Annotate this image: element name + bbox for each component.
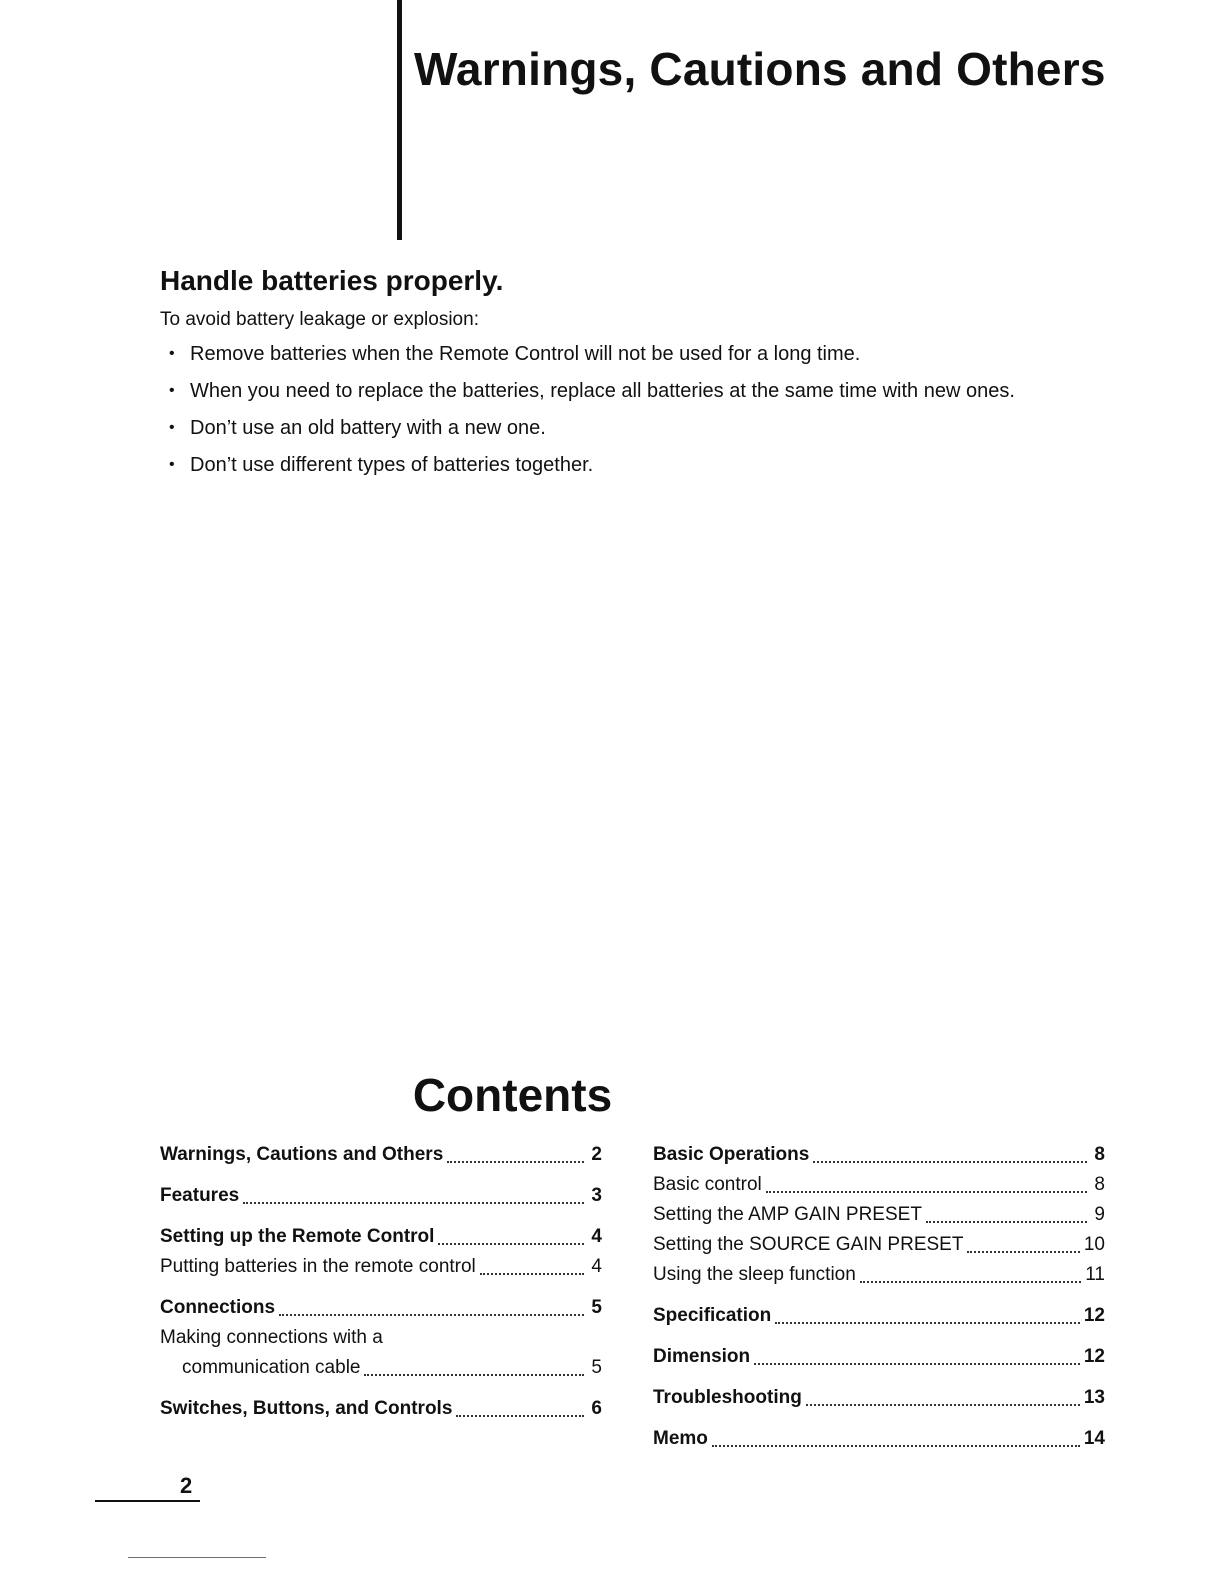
battery-intro: To avoid battery leakage or explosion: bbox=[160, 309, 479, 330]
list-item-text: Remove batteries when the Remote Control will not be used for a long time. bbox=[190, 343, 861, 365]
toc-leader-dots bbox=[967, 1251, 1079, 1253]
toc-page-number: 9 bbox=[1094, 1204, 1105, 1225]
toc-entry-making-connections[interactable]: Making connections with a bbox=[160, 1327, 383, 1348]
toc-page-number: 10 bbox=[1083, 1234, 1105, 1255]
toc-leader-dots bbox=[364, 1374, 584, 1376]
toc-leader-dots bbox=[766, 1191, 1087, 1193]
toc-leader-dots bbox=[813, 1161, 1087, 1163]
toc-leader-dots bbox=[480, 1273, 584, 1275]
toc-leader-dots bbox=[860, 1281, 1081, 1283]
toc-entry-connections[interactable]: Connections 5 bbox=[160, 1293, 602, 1323]
toc-leader-dots bbox=[456, 1415, 584, 1417]
list-item-text: Don’t use an old battery with a new one. bbox=[190, 417, 546, 439]
toc-entry-basic-control[interactable]: Basic control 8 bbox=[653, 1170, 1105, 1200]
toc-leader-dots bbox=[447, 1161, 584, 1163]
contents-title: Contents bbox=[412, 1069, 613, 1121]
toc-leader-dots bbox=[279, 1314, 584, 1316]
toc-entry-dimension[interactable]: Dimension 12 bbox=[653, 1342, 1105, 1372]
toc-leader-dots bbox=[243, 1202, 584, 1204]
list-item-text: Don’t use different types of batteries together. bbox=[190, 454, 594, 476]
toc-entry-memo[interactable]: Memo 14 bbox=[653, 1424, 1105, 1454]
footer-rule bbox=[95, 1500, 200, 1502]
toc-page-number: 12 bbox=[1083, 1305, 1105, 1326]
toc-page-number: 13 bbox=[1083, 1387, 1105, 1408]
bullet-icon: • bbox=[169, 456, 175, 473]
toc-page-number: 4 bbox=[591, 1256, 602, 1277]
bullet-icon: • bbox=[169, 382, 175, 399]
list-item bbox=[160, 411, 1140, 448]
toc-page-number: 2 bbox=[591, 1144, 602, 1165]
toc-entry-putting-batteries[interactable]: Putting batteries in the remote control 4 bbox=[160, 1252, 602, 1282]
toc-entry-features[interactable]: Features 3 bbox=[160, 1181, 602, 1211]
bottom-divider bbox=[128, 1557, 266, 1558]
toc-entry-basic-operations[interactable]: Basic Operations 8 bbox=[653, 1140, 1105, 1170]
list-item bbox=[160, 448, 1140, 485]
toc-leader-dots bbox=[775, 1322, 1080, 1324]
toc-entry-troubleshooting[interactable]: Troubleshooting 13 bbox=[653, 1383, 1105, 1413]
toc-page-number: 5 bbox=[591, 1357, 602, 1378]
toc-page-number: 11 bbox=[1085, 1264, 1105, 1285]
page-title: Warnings, Cautions and Others bbox=[414, 43, 1106, 95]
toc-entry-sleep-function[interactable]: Using the sleep function 11 bbox=[653, 1260, 1105, 1290]
bullet-icon: • bbox=[169, 419, 175, 436]
toc-entry-source-gain-preset[interactable]: Setting the SOURCE GAIN PRESET 10 bbox=[653, 1230, 1105, 1260]
toc-entry-amp-gain-preset[interactable]: Setting the AMP GAIN PRESET 9 bbox=[653, 1200, 1105, 1230]
bullet-icon: • bbox=[169, 345, 175, 362]
page-number: 2 bbox=[180, 1473, 193, 1498]
list-item bbox=[160, 374, 1140, 411]
toc-leader-dots bbox=[926, 1221, 1087, 1223]
toc-entry-specification[interactable]: Specification 12 bbox=[653, 1301, 1105, 1331]
toc-page-number: 6 bbox=[591, 1398, 602, 1419]
toc-leader-dots bbox=[754, 1363, 1080, 1365]
toc-right-column bbox=[653, 1140, 1105, 1454]
toc-entry-warnings[interactable]: Warnings, Cautions and Others 2 bbox=[160, 1140, 602, 1170]
toc-leader-dots bbox=[438, 1243, 584, 1245]
toc-left-column bbox=[160, 1140, 602, 1424]
list-item-text: When you need to replace the batteries, replace all batteries at the same time with new ones. bbox=[190, 380, 1015, 402]
header-vertical-rule bbox=[397, 0, 402, 240]
battery-warning-list bbox=[160, 337, 1140, 485]
toc-page-number: 5 bbox=[591, 1297, 602, 1318]
battery-heading: Handle batteries properly. bbox=[160, 265, 504, 296]
list-item bbox=[160, 337, 1140, 374]
toc-leader-dots bbox=[712, 1445, 1080, 1447]
toc-page-number: 3 bbox=[591, 1185, 602, 1206]
toc-leader-dots bbox=[806, 1404, 1080, 1406]
toc-entry-communication-cable[interactable]: communication cable 5 bbox=[160, 1353, 602, 1383]
toc-page-number: 4 bbox=[591, 1226, 602, 1247]
toc-page-number: 8 bbox=[1094, 1144, 1105, 1165]
toc-page-number: 14 bbox=[1083, 1428, 1105, 1449]
toc-entry-setting-up-remote[interactable]: Setting up the Remote Control 4 bbox=[160, 1222, 602, 1252]
toc-page-number: 8 bbox=[1094, 1174, 1105, 1195]
toc-page-number: 12 bbox=[1083, 1346, 1105, 1367]
battery-warning-section bbox=[160, 265, 1140, 485]
toc-entry-switches-buttons[interactable]: Switches, Buttons, and Controls 6 bbox=[160, 1394, 602, 1424]
